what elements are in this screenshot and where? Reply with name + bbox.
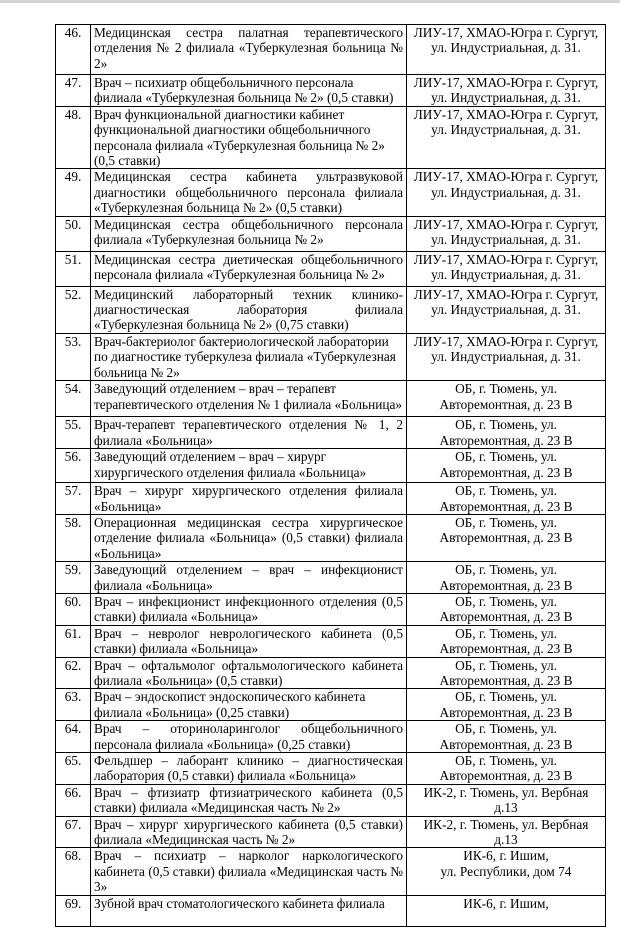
table-row [56, 625, 606, 657]
address-line-1: ЛИУ-17, ХМАО-Югра г. Сургут, [413, 169, 599, 185]
table-row [56, 417, 606, 449]
address-line-2: Авторемонтная, д. 23 В [439, 530, 573, 546]
location-address [407, 514, 606, 561]
position-description: Заведующий отделением – врач – инфекционист филиала «Больница» [91, 562, 407, 594]
position-description: Операционная медицинская сестра хирургическое отделение филиала «Больница» (0,5 ставки) филиала «Больница» [91, 514, 407, 561]
position-description: Медицинская сестра кабинета ультразвуковой диагностики общебольничного персонала филиала «Туберкулезная больница № 2» (0,5 ставки) [91, 169, 407, 216]
table-row [56, 753, 606, 785]
table-row [56, 106, 606, 169]
address-line-1: ЛИУ-17, ХМАО-Югра г. Сургут, [413, 106, 599, 122]
location-address [407, 216, 606, 251]
position-description: Врач-бактериолог бактериологической лаборатории по диагностике туберкулеза филиала «Туберкулезная больница № 2» [91, 333, 407, 380]
address-line-1: ОБ, г. Тюмень, ул. [455, 625, 557, 641]
table-row [56, 251, 606, 286]
table-row [56, 784, 606, 816]
address-line-1: ЛИУ-17, ХМАО-Югра г. Сургут, [413, 251, 599, 267]
position-description: Врач-терапевт терапевтического отделения № 1, 2 филиала «Больница» [91, 417, 407, 449]
location-address [407, 417, 606, 449]
location-address [407, 75, 606, 107]
address-line-1: ОБ, г. Тюмень, ул. [455, 657, 557, 673]
address-line-2: Авторемонтная, д. 23 В [439, 577, 573, 593]
location-address [407, 106, 606, 169]
row-number: 55. [56, 417, 91, 449]
address-line-1: ОБ, г. Тюмень, ул. [455, 381, 557, 397]
address-line-2: Авторемонтная, д. 23 В [439, 609, 573, 625]
position-description: Фельдшер – лаборант клинико – диагностическая лаборатория (0,5 ставки) филиала «Больница» [91, 753, 407, 785]
table-row [56, 286, 606, 333]
position-description: Врач – эндоскопист эндоскопического кабинета филиала «Больница» (0,25 ставки) [91, 689, 407, 721]
address-line-2: ул. Индустриальная, д. 31. [431, 267, 581, 283]
row-number: 50. [56, 216, 91, 251]
location-address [407, 562, 606, 594]
location-address [407, 721, 606, 753]
address-line-1: ОБ, г. Тюмень, ул. [455, 689, 557, 705]
address-line-2: Авторемонтная, д. 23 В [439, 704, 573, 720]
location-address [407, 483, 606, 515]
address-line-1: ЛИУ-17, ХМАО-Югра г. Сургут, [413, 333, 599, 349]
position-description: Медицинский лабораторный техник клинико-диагностическая лаборатория филиала «Туберкулезная больница № 2» (0,75 ставки) [91, 286, 407, 333]
address-line-2: Авторемонтная, д. 23 В [439, 768, 573, 784]
location-address [407, 381, 606, 417]
address-line-1: ЛИУ-17, ХМАО-Югра г. Сургут, [413, 286, 599, 302]
location-address [407, 333, 606, 380]
row-number: 59. [56, 562, 91, 594]
address-line-1: ЛИУ-17, ХМАО-Югра г. Сургут, [413, 75, 599, 90]
row-number: 51. [56, 251, 91, 286]
location-address [407, 625, 606, 657]
position-description: Заведующий отделением – врач – терапевт терапевтического отделения № 1 филиала «Больница» [91, 381, 407, 417]
location-address [407, 657, 606, 689]
row-number: 62. [56, 657, 91, 689]
position-description: Врач – хирург хирургического кабинета (0,5 ставки) филиала «Медицинская часть № 2» [91, 816, 407, 848]
location-address [407, 25, 606, 75]
address-line-2: ул. Республики, дом 74 [440, 863, 572, 879]
location-address [407, 895, 606, 926]
location-address [407, 689, 606, 721]
position-description: Медицинская сестра общебольничного персонала филиала «Туберкулезная больница № 2» [91, 216, 407, 251]
address-line-1: ОБ, г. Тюмень, ул. [455, 753, 557, 768]
positions-table [55, 24, 606, 927]
position-description: Врач – оториноларинголог общебольничного персонала филиала «Больница» (0,25 ставки) [91, 721, 407, 753]
row-number: 48. [56, 106, 91, 169]
address-line-2: ул. Индустриальная, д. 31. [431, 40, 581, 56]
row-number: 64. [56, 721, 91, 753]
row-number: 57. [56, 483, 91, 515]
location-address [407, 816, 606, 848]
address-line-1: ЛИУ-17, ХМАО-Югра г. Сургут, [413, 216, 599, 232]
row-number: 47. [56, 75, 91, 107]
location-address [407, 251, 606, 286]
address-line-1: ОБ, г. Тюмень, ул. [455, 483, 557, 499]
address-line-1: ИК-2, г. Тюмень, ул. Вербная [423, 784, 589, 800]
table-row [56, 25, 606, 75]
position-description: Заведующий отделением – врач – хирург хирургического отделения филиала «Больница» [91, 449, 407, 483]
location-address [407, 286, 606, 333]
row-number: 53. [56, 333, 91, 380]
position-description: Врач – офтальмолог офтальмологического кабинета филиала «Больница» (0,5 ставки) [91, 657, 407, 689]
row-number: 46. [56, 25, 91, 75]
address-line-2: ул. Индустриальная, д. 31. [431, 232, 581, 248]
table-row [56, 593, 606, 625]
position-description: Врач – невролог неврологического кабинета (0,5 ставки) филиала «Больница» [91, 625, 407, 657]
position-description: Врач – психиатр общебольничного персонала филиала «Туберкулезная больница № 2» (0,5 ставки) [91, 75, 407, 107]
position-description: Врач – фтизиатр фтизиатрического кабинета (0,5 ставки) филиала «Медицинская часть № 2» [91, 784, 407, 816]
address-line-1: ЛИУ-17, ХМАО-Югра г. Сургут, [413, 25, 599, 40]
table-row [56, 689, 606, 721]
table-row [56, 562, 606, 594]
address-line-1: ОБ, г. Тюмень, ул. [455, 417, 557, 433]
location-address [407, 169, 606, 216]
table-row [56, 75, 606, 107]
address-line-2: ул. Индустриальная, д. 31. [431, 122, 581, 138]
address-line-1: ОБ, г. Тюмень, ул. [455, 514, 557, 530]
row-number: 56. [56, 449, 91, 483]
address-line-2: ул. Индустриальная, д. 31. [431, 349, 581, 365]
table-row [56, 657, 606, 689]
address-line-2: ул. Индустриальная, д. 31. [431, 302, 581, 318]
row-number: 65. [56, 753, 91, 785]
address-line-2: Авторемонтная, д. 23 В [439, 432, 573, 448]
address-line-1: ОБ, г. Тюмень, ул. [455, 562, 557, 578]
address-line-2: Авторемонтная, д. 23 В [439, 641, 573, 657]
address-line-1: ИК-6, г. Ишим, [463, 895, 549, 911]
table-row [56, 216, 606, 251]
address-line-1: ОБ, г. Тюмень, ул. [455, 593, 557, 609]
table-row [56, 514, 606, 561]
address-line-2: Авторемонтная, д. 23 В [439, 396, 573, 412]
row-number: 58. [56, 514, 91, 561]
address-line-1: ОБ, г. Тюмень, ул. [455, 449, 557, 465]
address-line-2: ул. Индустриальная, д. 31. [431, 90, 581, 106]
table-row [56, 895, 606, 926]
table-row [56, 721, 606, 753]
row-number: 49. [56, 169, 91, 216]
address-line-1: ОБ, г. Тюмень, ул. [455, 721, 557, 737]
location-address [407, 753, 606, 785]
table-row [56, 483, 606, 515]
table-row [56, 333, 606, 380]
address-line-2: Авторемонтная, д. 23 В [439, 736, 573, 752]
address-line-1: ИК-6, г. Ишим, [463, 848, 549, 864]
row-number: 63. [56, 689, 91, 721]
table-row [56, 816, 606, 848]
table-row [56, 848, 606, 895]
row-number: 66. [56, 784, 91, 816]
table-row [56, 449, 606, 483]
position-description: Медицинская сестра палатная терапевтического отделения № 2 филиала «Туберкулезная больница № 2» [91, 25, 407, 75]
row-number: 60. [56, 593, 91, 625]
address-line-2: ул. Индустриальная, д. 31. [431, 184, 581, 200]
address-line-2: Авторемонтная, д. 23 В [439, 672, 573, 688]
row-number: 68. [56, 848, 91, 895]
table-row [56, 381, 606, 417]
address-line-2: Авторемонтная, д. 23 В [439, 464, 573, 480]
table-row [56, 169, 606, 216]
row-number: 67. [56, 816, 91, 848]
address-line-2: д.13 [494, 832, 518, 848]
location-address [407, 449, 606, 483]
location-address [407, 848, 606, 895]
address-line-2: Авторемонтная, д. 23 В [439, 498, 573, 514]
position-description: Зубной врач стоматологического кабинета филиала [91, 895, 407, 926]
row-number: 54. [56, 381, 91, 417]
address-line-1: ИК-2, г. Тюмень, ул. Вербная [423, 816, 589, 832]
row-number: 61. [56, 625, 91, 657]
location-address [407, 593, 606, 625]
document-page [0, 3, 620, 911]
location-address [407, 784, 606, 816]
position-description: Врач функциональной диагностики кабинет функциональной диагностики общебольничного персонала филиала «Туберкулезная больница № 2» (0,5 ставки) [91, 106, 407, 169]
position-description: Врач – хирург хирургического отделения филиала «Больница» [91, 483, 407, 515]
row-number: 52. [56, 286, 91, 333]
position-description: Врач – инфекционист инфекционного отделения (0,5 ставки) филиала «Больница» [91, 593, 407, 625]
position-description: Врач – психиатр – нарколог наркологического кабинета (0,5 ставки) филиала «Медицинская часть № 3» [91, 848, 407, 895]
row-number: 69. [56, 895, 91, 926]
address-line-2: д.13 [494, 800, 518, 816]
position-description: Медицинская сестра диетическая общебольничного персонала филиала «Туберкулезная больница № 2» [91, 251, 407, 286]
